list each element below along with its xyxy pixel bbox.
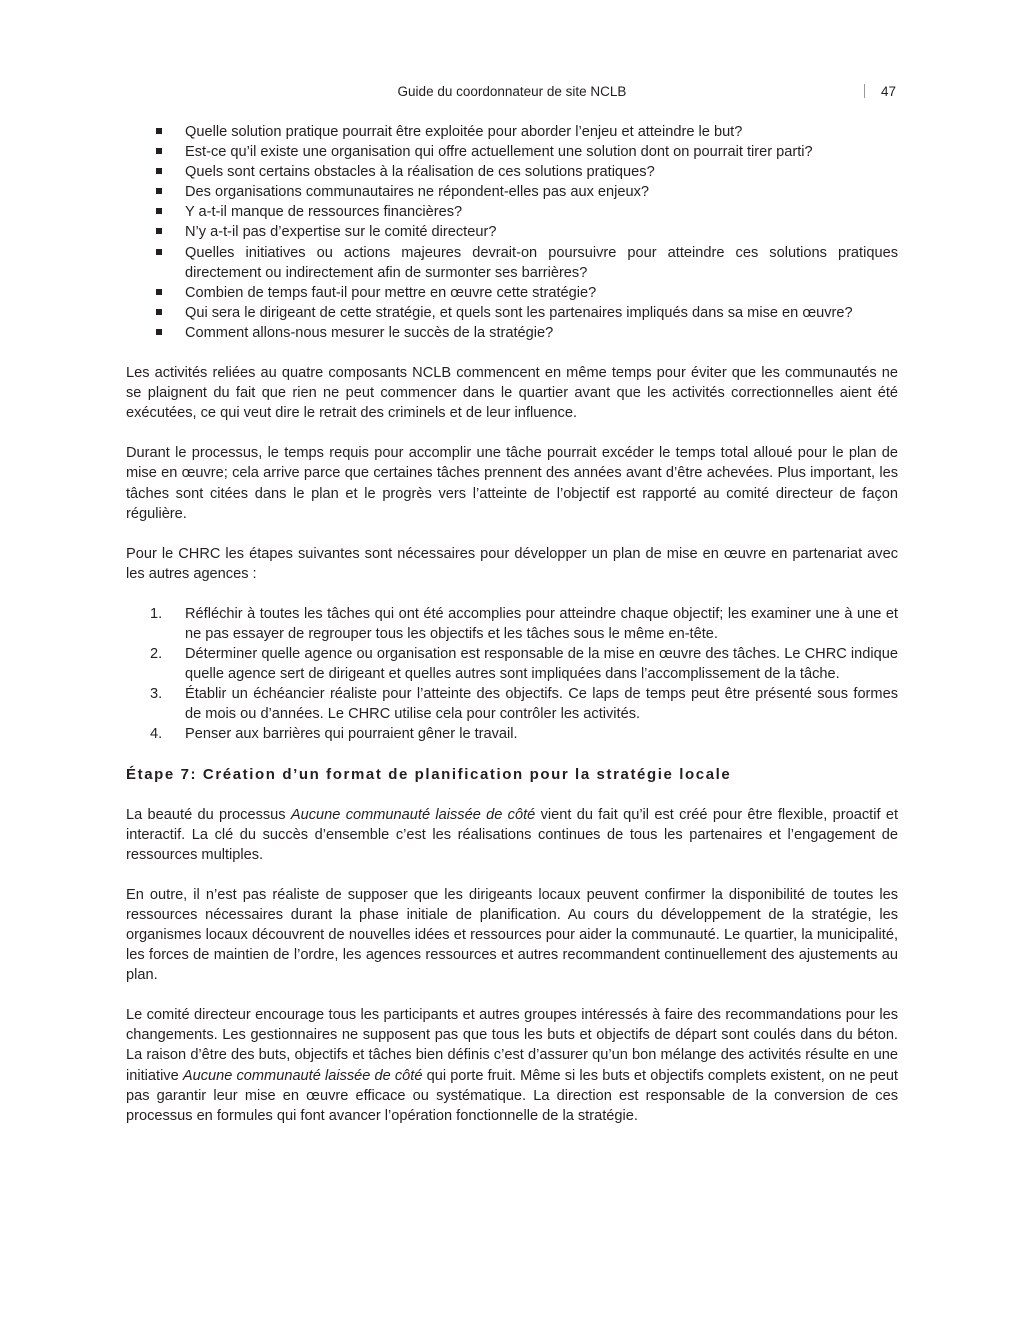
section-heading: Étape 7: Création d’un format de planification pour la stratégie locale [126, 765, 732, 783]
step-number: 4. [150, 726, 163, 743]
bullet-marker [156, 228, 162, 234]
step-text: Réfléchir à toutes les tâches qui ont été accomplies pour atteindre chaque objectif; les examiner une à une et ne pas essayer de regrouper tous les objectifs et les tâches sous le même en-tête. [185, 605, 898, 642]
list-item [126, 162, 898, 182]
steps-list [126, 604, 898, 745]
paragraph-activities: Les activités reliées au quatre composants NCLB commencent en même temps pour éviter que les communautés ne se plaignent du fait que rien ne peut commencer dans le quartier avant que les activités correctionnelles aient été exécutées, ce qui veut dire le retrait des criminels et de leur influence. [126, 365, 898, 422]
list-item-text: Combien de temps faut-il pour mettre en œuvre cette stratégie? [185, 284, 597, 301]
list-item [126, 222, 898, 242]
page-body [126, 122, 898, 1146]
list-item-text: Quels sont certains obstacles à la réalisation de ces solutions pratiques? [185, 164, 655, 181]
list-item-text: Quelles initiatives ou actions majeures devrait-on poursuivre pour atteindre ces solutions pratiques directement ou indirectement afin de surmonter ses barrières? [185, 244, 898, 281]
paragraph-text: vient du fait qu’il est créé pour être flexible, proactif et interactif. La clé du succès d’ensemble c’est les réalisations continues de tous les partenaires et l’engagement de ressources multiples. [126, 806, 898, 863]
step-text: Établir un échéancier réaliste pour l’atteinte des objectifs. Ce laps de temps peut être présenté sous formes de mois ou d’années. Le CHRC utilise cela pour contrôler les activités. [185, 686, 898, 723]
list-item [126, 182, 898, 202]
bullet-marker [156, 289, 162, 295]
step-item [126, 684, 898, 724]
question-list [126, 122, 898, 343]
paragraph-chrc-intro: Pour le CHRC les étapes suivantes sont nécessaires pour développer un plan de mise en œuvre en partenariat avec les autres agences : [126, 545, 898, 582]
list-item [126, 202, 898, 222]
list-item [126, 243, 898, 283]
step-text: Déterminer quelle agence ou organisation est responsable de la mise en œuvre des tâches. Le CHRC indique quelle agence sert de dirigeant et quelles autres sont impliquées dans l’accomplissement de la tâche. [185, 646, 898, 683]
bullet-marker [156, 188, 162, 194]
list-item-text: Y a-t-il manque de ressources financières? [185, 204, 463, 221]
italic-title: Aucune communauté laissée de côté [290, 806, 536, 823]
bullet-marker [156, 208, 162, 214]
list-item-text: Quelle solution pratique pourrait être exploitée pour aborder l’enjeu et atteindre le but? [185, 124, 743, 140]
header-divider [864, 84, 865, 98]
step-number: 1. [150, 605, 163, 622]
paragraph-comite [126, 1005, 898, 1126]
list-item [126, 303, 898, 323]
step-item [126, 724, 898, 744]
paragraph-text: La beauté du processus [126, 806, 291, 823]
bullet-marker [156, 329, 162, 335]
step-item [126, 604, 898, 644]
paragraph-text: Le comité directeur encourage tous les participants et autres groupes intéressés à faire des recommandations pour les changements. Les gestionnaires ne supposent pas que tous les buts et objectifs de départ sont coulés dans du béton. La raison d’être des buts, objectifs et tâches bien définis c’est d’assurer qu’un bon mélange des activités résulte en une initiative [126, 1007, 898, 1084]
bullet-marker [156, 128, 162, 134]
italic-title: Aucune communauté laissée de côté [182, 1067, 423, 1084]
list-item-text: Est-ce qu’il existe une organisation qui offre actuellement une solution dont on pourrait tirer parti? [185, 144, 813, 161]
bullet-marker [156, 148, 162, 154]
paragraph-text: qui porte fruit. Même si les buts et objectifs complets existent, on ne peut pas garantir leur mise en œuvre efficace ou systématique. La direction est responsable de la conversion de ces processus en formules qui font avancer l’opération fonctionnelle de la stratégie. [126, 1067, 898, 1124]
step-number: 2. [150, 646, 163, 663]
paragraph-beauty [126, 805, 898, 865]
list-item [126, 142, 898, 162]
list-item [126, 122, 898, 142]
running-header: Guide du coordonnateur de site NCLB [397, 84, 627, 99]
bullet-marker [156, 309, 162, 315]
step-text: Penser aux barrières qui pourraient gêner le travail. [185, 726, 518, 743]
step-number: 3. [150, 686, 163, 703]
bullet-marker [156, 249, 162, 255]
list-item [126, 323, 898, 343]
bullet-marker [156, 168, 162, 174]
list-item-text: Des organisations communautaires ne répondent-elles pas aux enjeux? [185, 184, 650, 201]
step-item [126, 644, 898, 684]
page-number: 47 [881, 84, 897, 99]
list-item-text: Qui sera le dirigeant de cette stratégie, et quels sont les partenaires impliqués dans sa mise en œuvre? [185, 304, 853, 321]
list-item-text: Comment allons-nous mesurer le succès de la stratégie? [185, 324, 554, 341]
paragraph-outre: En outre, il n’est pas réaliste de supposer que les dirigeants locaux peuvent confirmer la disponibilité de toutes les ressources nécessaires durant la phase initiale de planification. Au cours du développement de la stratégie, les organismes locaux découvrent de nouvelles idées et ressources pour aider la communauté. Le quartier, la municipalité, les forces de maintien de l’ordre, les agences ressources et autres recommandent continuellement des ajustements au plan. [126, 886, 898, 984]
list-item [126, 283, 898, 303]
paragraph-process: Durant le processus, le temps requis pour accomplir une tâche pourrait excéder le temps total alloué pour le plan de mise en œuvre; cela arrive parce que certaines tâches prennent des années avant d’être achevées. Plus important, les tâches sont citées dans le plan et le progrès vers l’atteinte de l’objectif est rapporté au comité directeur de façon régulière. [126, 445, 898, 522]
list-item-text: N’y a-t-il pas d’expertise sur le comité directeur? [185, 224, 497, 241]
